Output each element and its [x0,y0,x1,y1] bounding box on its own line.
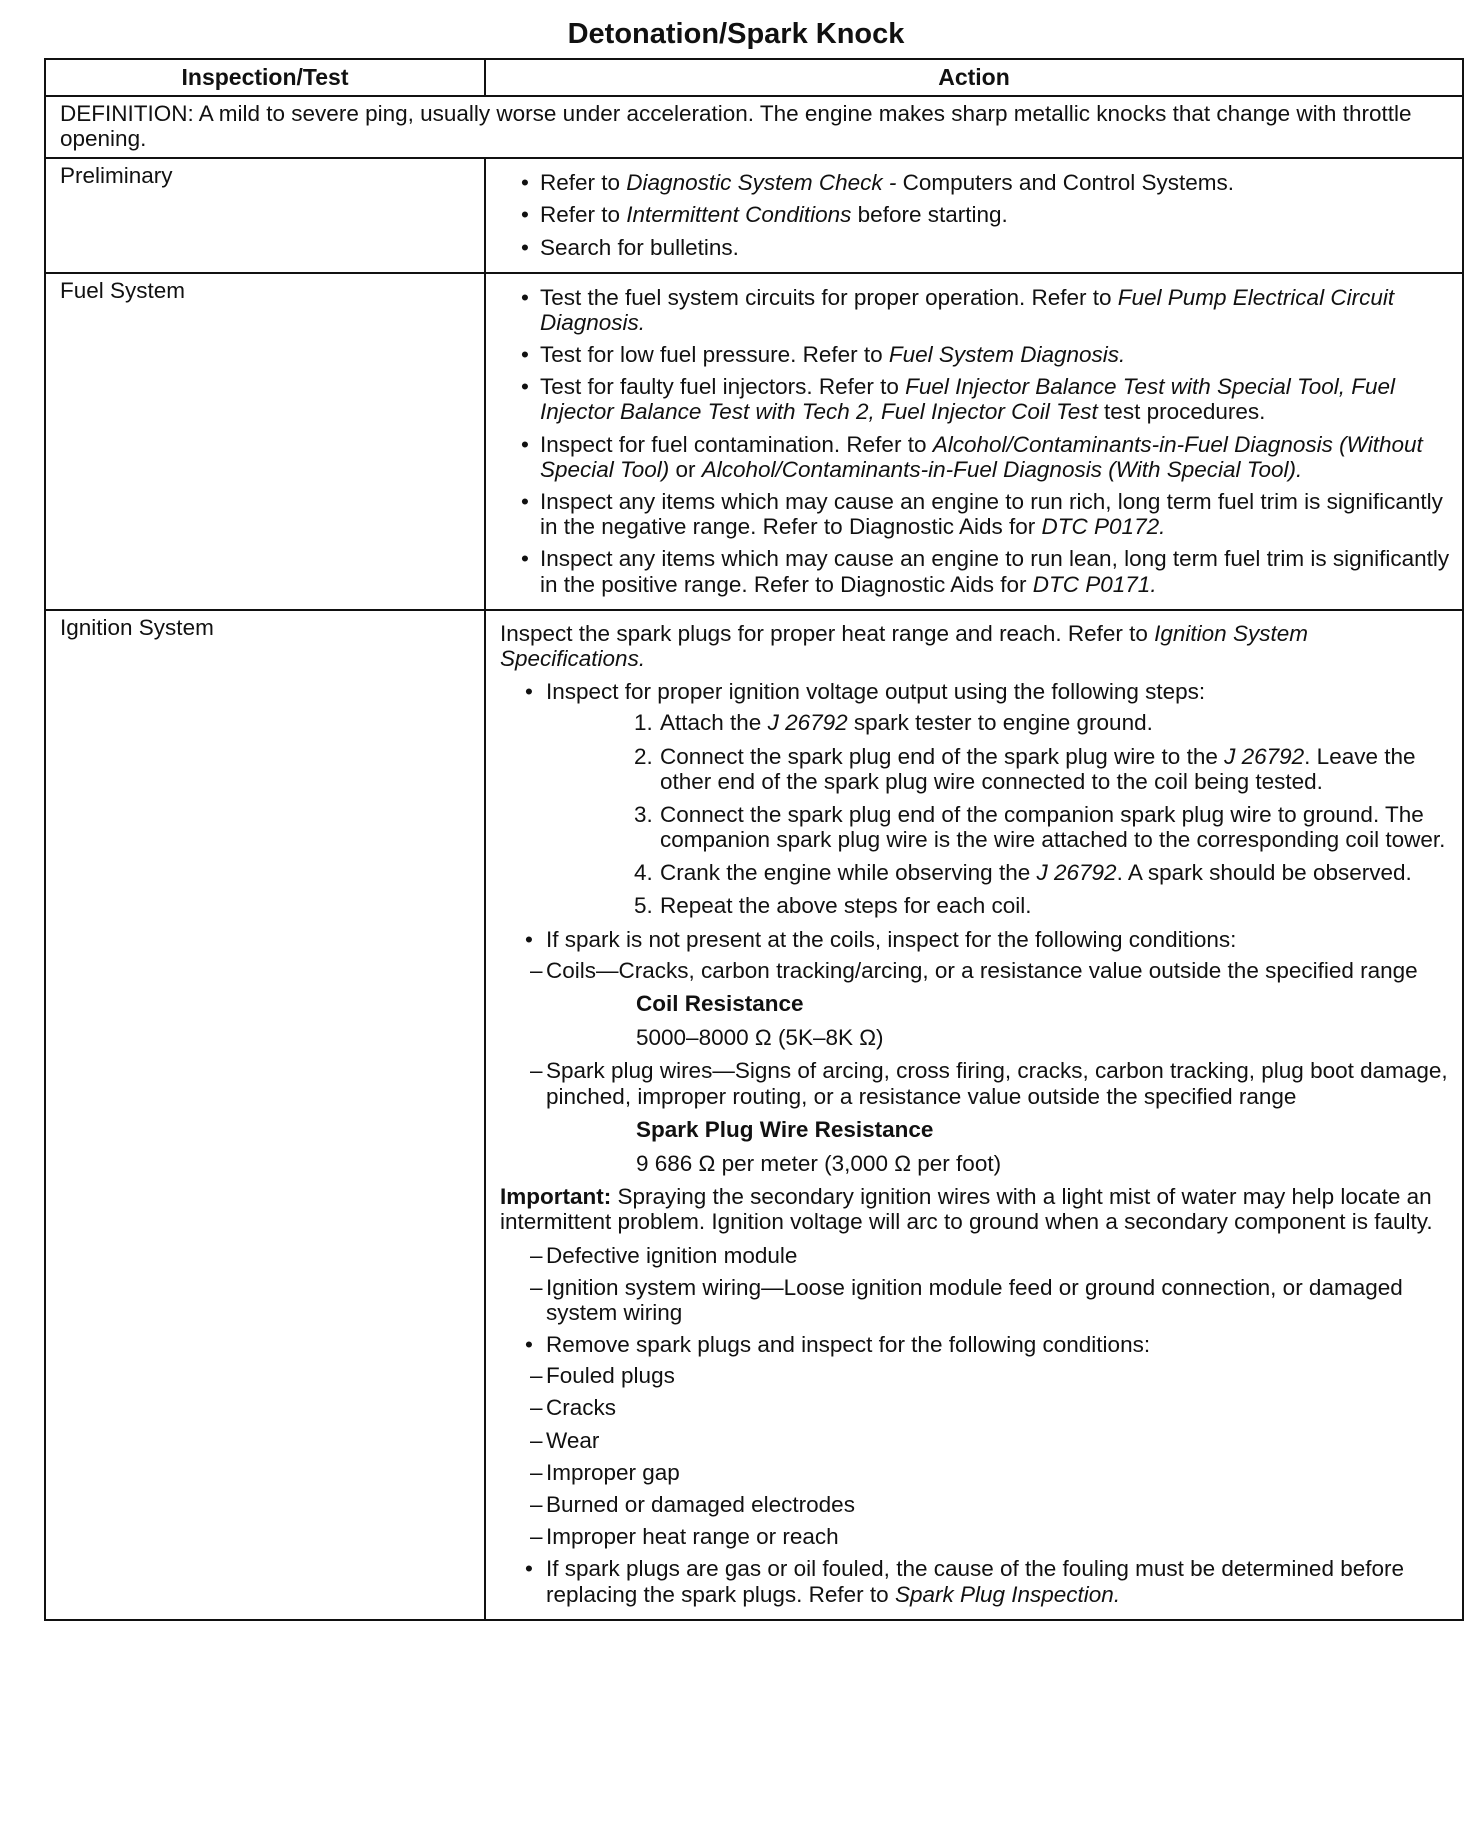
list-item: • Inspect any items which may cause an engine to run lean, long term fuel trim is significantly in the positive range. Refer to Diagnostic Aids for DTC P0171. [500,546,1452,596]
fuel-system-actions [485,273,1463,610]
condition-item: – Defective ignition module [530,1242,798,1268]
step-item: 5. Repeat the above steps for each coil. [634,893,1032,919]
wire-resistance-value: 9 686 Ω per meter (3,000 Ω per foot) [636,1150,1002,1176]
list-item: • Inspect for fuel contamination. Refer to Alcohol/Contaminants-in-Fuel Diagnosis (Without Special Tool) or Alcohol/Contaminants-in-Fuel Diagnosis (With Special Tool). [500,432,1452,482]
important-note: Important: Spraying the secondary ignition wires with a light mist of water may help locate an intermittent problem. Ignition voltage will arc to ground when a secondary component is faulty. [500,1184,1433,1235]
wire-resistance-title: Spark Plug Wire Resistance [636,1116,934,1142]
step-item: 4. Crank the engine while observing the J 26792. A spark should be observed. [634,860,1412,886]
page-title: Detonation/Spark Knock [567,18,905,50]
diagnostic-table [44,58,1464,1621]
table-header-row [45,59,1463,96]
voltage-steps [546,710,1452,918]
table-row-preliminary [45,158,1463,273]
table-row-fuel-system [45,273,1463,610]
condition-item: – Burned or damaged electrodes [530,1492,855,1517]
list-item: • Test for low fuel pressure. Refer to Fuel System Diagnosis. [500,342,1452,367]
preliminary-actions [485,158,1463,273]
list-item: • If spark is not present at the coils, inspect for the following conditions: [500,927,1452,952]
condition-spark-plug-wires: – Spark plug wires—Signs of arcing, cross firing, cracks, carbon tracking, plug boot damage, pinched, improper routing, or a resistance value outside the specified range [530,1058,1448,1109]
condition-item: – Ignition system wiring—Loose ignition module feed or ground connection, or damaged system wiring [530,1274,1403,1325]
list-item: • Inspect for proper ignition voltage output using the following steps: 1. Attach the J 26792 spark tester to engine ground. 2. Connect the spark plug end of the spark plug wire to the J 26792. Leave the other end of the spark plug wire connected to the coil being tested. 3. Connect the spark plug end of the companion spark plug wire to ground. The companion spark plug wire is the wire attached to the corresponding coil tower. 4. Crank the engine while observing the J 26792. A spark should be observed. 5. Repeat the above steps for each coil. [500,679,1452,919]
list-item: • Test for faulty fuel injectors. Refer to Fuel Injector Balance Test with Special Tool, Fuel Injector Balance Test with Tech 2, Fuel Injector Coil Test test procedures. [500,374,1452,424]
row-label-ignition-system: Ignition System [45,610,485,1620]
list-item: • Search for bulletins. [500,235,1452,260]
list-item: • Refer to Intermittent Conditions before starting. [500,202,1452,227]
coil-resistance-title: Coil Resistance [636,991,804,1016]
definition-text: DEFINITION: A mild to severe ping, usually worse under acceleration. The engine makes sharp metallic knocks that change with throttle opening. [45,96,1463,158]
list-item: • Remove spark plugs and inspect for the following conditions: [500,1332,1452,1357]
list-item: • Refer to Diagnostic System Check - Computers and Control Systems. [500,170,1452,195]
row-label-fuel-system: Fuel System [45,273,485,610]
condition-item: – Cracks [530,1395,617,1421]
ignition-system-actions [485,610,1463,1620]
definition-row [45,96,1463,158]
ignition-intro: Inspect the spark plugs for proper heat range and reach. Refer to Ignition System Specifications. [500,620,1308,671]
table-row-ignition-system [45,610,1463,1620]
condition-item: – Improper gap [530,1459,680,1485]
step-item: 3. Connect the spark plug end of the companion spark plug wire to ground. The companion spark plug wire is the wire attached to the corresponding coil tower. [634,801,1446,853]
step-item: 2. Connect the spark plug end of the spark plug wire to the J 26792. Leave the other end of the spark plug wire connected to the coil being tested. [634,743,1416,794]
header-inspection-test: Inspection/Test [45,59,485,96]
condition-item: – Fouled plugs [530,1363,675,1389]
row-label-preliminary: Preliminary [45,158,485,273]
header-action: Action [485,59,1463,96]
condition-coils: – Coils—Cracks, carbon tracking/arcing, or a resistance value outside the specified range [530,957,1418,983]
step-item: 1. Attach the J 26792 spark tester to engine ground. [634,710,1153,736]
condition-item: – Improper heat range or reach [530,1524,839,1550]
coil-resistance-value: 5000–8000 Ω (5K–8K Ω) [636,1025,884,1051]
list-item: • Inspect any items which may cause an engine to run rich, long term fuel trim is significantly in the negative range. Refer to Diagnostic Aids for DTC P0172. [500,489,1452,539]
list-item: • If spark plugs are gas or oil fouled, the cause of the fouling must be determined before replacing the spark plugs. Refer to Spark Plug Inspection. [500,1556,1452,1606]
condition-item: – Wear [530,1427,600,1453]
list-item: • Test the fuel system circuits for proper operation. Refer to Fuel Pump Electrical Circuit Diagnosis. [500,285,1452,335]
